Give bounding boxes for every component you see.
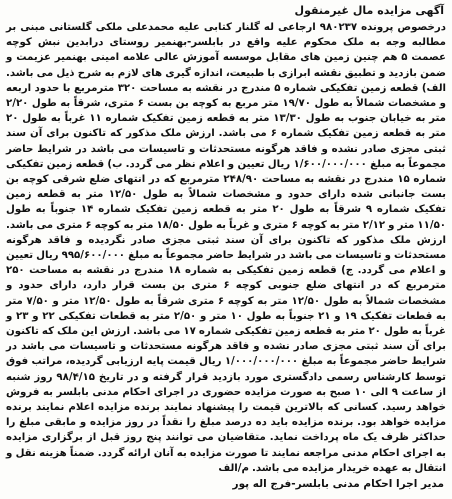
notice-signature: مدیر اجرا احکام مدنی بابلسر-فرج اله پور xyxy=(232,478,444,491)
notice-body: درخصوص پرونده ۹۸۰۲۳۷ ارجاعی له گلنار کتابی علیه محمدعلی ملکی گلستانی مبنی بر مطالبه وجه به ملک محکوم علیه واقع در بابلسر-بهنمیر روستای درابدین نبش کوچه عصمت ۵ هم چنین زمین های مقابل موسسه آموزش عالی علامه امینی بهنمیر عزیمت و ضمن بازدید و تطبیق نقشه ابرازی با طبیعت، اندازه گیری های لازم به شرح ذیل می باشد. الف) قطعه زمین تفکیکی شماره ۵ مندرج در نقشه به مساحت ۳۲۰ مترمربع با حدود اربعه و مشخصات شمالاً به طول ۱۹/۷۰ متر مربع به کوچه بن بست ۶ متری، شرقاً به طول ۲/۲۰ متر به خیابان جنوب به طول ۱۳/۳۰ متر به قطعه زمین تفکیک شماره ۱۱ غرباً به طول ۲۰ متر به قطعه زمین تفکیک شماره ۶ می باشد. ارزش ملک مذکور که تاکنون برای آن سند ثبتی مجزی صادر نشده و فاقد هرگونه مستحدثات و تاسیسات می باشد در شرایط حاضر مجموعاً به مبلغ ۱/۶۰۰/۰۰۰/۰۰۰ ریال تعیین و اعلام نظر می گردد. ب) قطعه زمین تفکیکی شماره ۱۵ مندرج در نقشه به مساحت ۲۴۸/۹۰ مترمربع که در انتهای ضلع شرقی کوچه بن بست جانبانی شده دارای حدود و مشخصات شمالاً به طول ۱۲/۵۰ متر به قطعه زمین تفکیک شماره ۹ شرقاً به طول ۲۰ متر به قطعه زمین تفکیک شماره ۱۴ جنوباً به طول ۱۱/۵۰ متر و ۲/۱۲ متر به کوچه ۶ متری و غرباً به طول ۱۸/۵۰ متر به کوچه ۶ متری می باشد. ارزش ملک مذکور که تاکنون برای آن سند ثبتی مجزی صادر نگردیده و فاقد هرگونه مستحدثات و تاسیسات می باشد در شرایط حاضر مجموعاً به مبلغ ۹۹۵/۶۰۰/۰۰۰ ریال تعیین و اعلام می گردد. ج) قطعه زمین تفکیکی به شماره ۱۸ مندرج در نقشه به مساحت ۲۵۰ مترمربع که در انتهای ضلع جنوبی کوچه ۶ متری بن بست قرار دارد، دارای حدود و مشخصات شمالاً به طول ۱۲/۵۰ متر به کوچه ۶ متری شرقاً به طول ۱۲/۵۰ متر و ۷/۵۰ متر به قطعات تفکیک ۱۹ و ۲۱ جنوباً به طول ۱۰ متر و ۲/۵۰ متر به قطعات تفکیکی ۲۲ و ۲۳ و غرباً به طول ۲۰ متر به قطعه زمین تفکیکی شماره ۱۷ می باشد. ارزش این ملک که تاکنون برای آن سند ثبتی مجزی صادر نشده و فاقد هرگونه مستحدثات و تاسیسات می باشد در شرایط حاضر مجموعاً به مبلغ ۱/۰۰۰/۰۰۰/۰۰۰ ریال قیمت پایه ارزیابی گردیده، مراتب فوق توسط کارشناس رسمی دادگستری مورد بازدید قرار گرفته و در تاریخ ۹۸/۴/۱۵ روز شنبه از ساعت ۹ الی ۱۰ صبح به صورت مزایده حضوری در اجرای احکام مدنی بابلسر به فروش خواهد رسید. کسانی که بالاترین قیمت را پیشنهاد نمایند برنده مزایده اعلام نمایند برنده مزایده خواهد بود. برنده مزایده باید ده درصد مبلغ را نقداً در روز مزایده و مابقی مبلغ را حداکثر ظرف یک ماه پرداخت نماید. متقاضیان می توانند پنج روز قبل از برگزاری مزایده به اجرای احکام مدنی مراجعه نمایند تا صورت مزایده به آنان ارائه گردد. ضمناً هزینه نقل و انتقال به عهده خریدار مزایده می باشد. م/الف xyxy=(6,22,447,474)
notice-title: آگهی مزایده مال غیرمنقول xyxy=(294,4,444,17)
